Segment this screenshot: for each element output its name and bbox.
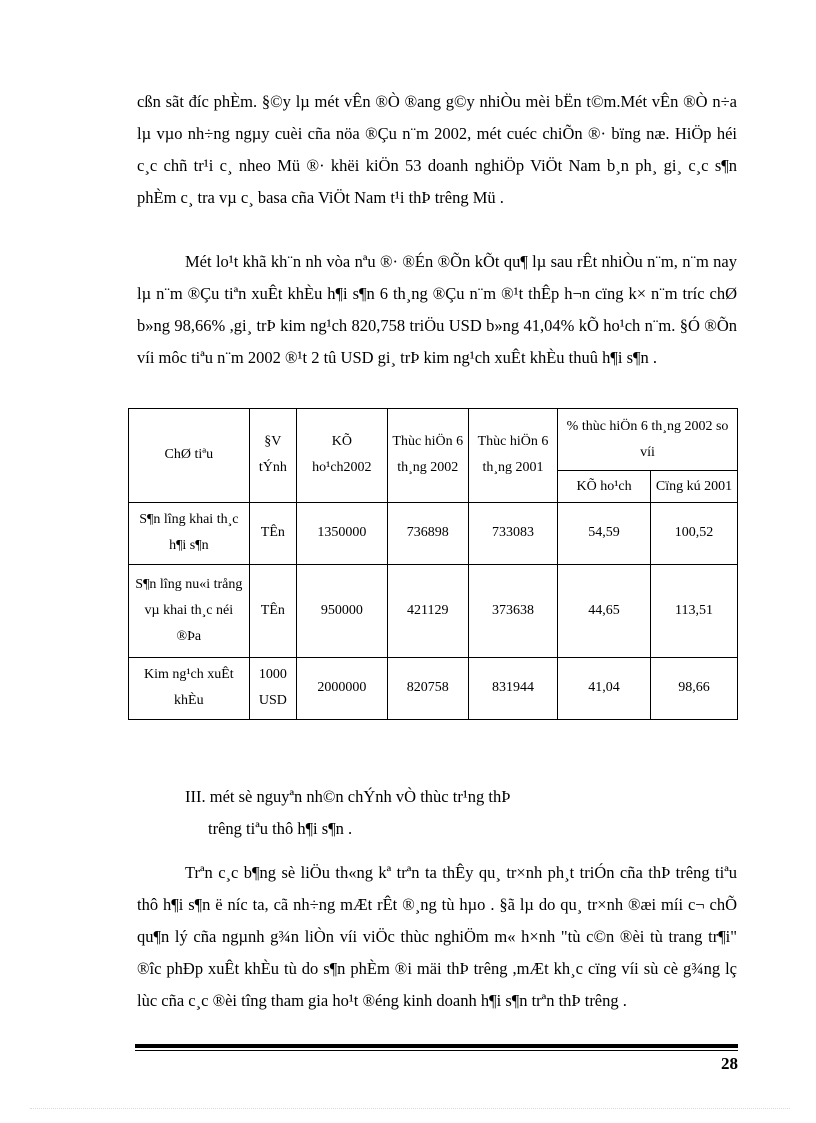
cell-vs-prev: 100,52 (651, 502, 738, 564)
cell-vs-prev: 113,51 (651, 565, 738, 658)
cell-unit: 1000 USD (249, 657, 296, 719)
cell-plan: 2000000 (297, 657, 388, 719)
cell-h2001: 373638 (468, 565, 557, 658)
cell-h2002: 820758 (387, 657, 468, 719)
cell-h2001: 831944 (468, 657, 557, 719)
table-row (129, 502, 738, 564)
page-number: 28 (721, 1054, 738, 1073)
table-row (129, 657, 738, 719)
footer-rule-thin (135, 1050, 738, 1051)
header-ke-hoach: KÕ ho¹ch2002 (297, 409, 388, 503)
cell-h2001: 733083 (468, 502, 557, 564)
cell-name: S¶n lîng khai th¸c h¶i s¶n (129, 502, 250, 564)
cell-name: Kim ng¹ch xuÊt khÈu (129, 657, 250, 719)
cell-vs-plan: 41,04 (558, 657, 651, 719)
seafood-stats-table (128, 408, 738, 720)
header-thuc-hien-2001: Thùc hiÖn 6 th¸ng 2001 (468, 409, 557, 503)
table-row (129, 565, 738, 658)
cell-unit: TÊn (249, 565, 296, 658)
footer-rule-thick (135, 1044, 738, 1048)
header-vs-plan: KÕ ho¹ch (558, 471, 651, 503)
cell-unit: TÊn (249, 502, 296, 564)
paragraph-export-results: Mét lo¹t khã kh¨n nh vòa nªu ®· ®Én ®Õn kÕt qu¶ lµ sau rÊt nhiÒu n¨m, n¨m nay lµ n¨m ®Çu tiªn xuÊt khÈu h¶i s¶n 6 th¸ng ®Çu n¨m ®¹t thÊp h¬n cïng k× n¨m tríc chØ b»ng 98,66% ,gi¸ trÞ kim ng¹ch 820,758 triÖu USD b»ng 41,04% kÕ ho¹ch n¨m. §Ó ®Õn víi môc tiªu n¨m 2002 ®¹t 2 tû USD gi¸ trÞ kim ng¹ch xuÊt khÈu thuû h¶i s¶n . (137, 252, 737, 367)
cell-vs-prev: 98,66 (651, 657, 738, 719)
page-bottom-dotted-line (30, 1108, 790, 1109)
header-vs-prev-year: Cïng kú 2001 (651, 471, 738, 503)
cell-name: S¶n lîng nu«i trång vµ khai th¸c néi ®Þa (129, 565, 250, 658)
header-percent-group: % thùc hiÖn 6 th¸ng 2002 so víi (558, 409, 738, 471)
header-dvt: §V tÝnh (249, 409, 296, 503)
table-header-row (129, 409, 738, 471)
section-heading-continued: trêng tiªu thô h¶i s¶n . (208, 819, 353, 838)
cell-plan: 1350000 (297, 502, 388, 564)
section-heading: III. mét sè nguyªn nh©n chÝnh vÒ thùc tr¹ng thÞ (185, 787, 511, 806)
header-thuc-hien-2002: Thùc hiÖn 6 th¸ng 2002 (387, 409, 468, 503)
cell-vs-plan: 44,65 (558, 565, 651, 658)
cell-plan: 950000 (297, 565, 388, 658)
paragraph-market-development: Trªn c¸c b¶ng sè liÖu th«ng kª trªn ta thÊy qu¸ tr×nh ph¸t triÓn cña thÞ trêng tiªu thô h¶i s¶n ë níc ta, cã nh÷ng mÆt rÊt ®¸ng tù hµo . §ã lµ do qu¸ tr×nh ®æi míi c¬ chÕ qu¶n lý cña ngµnh g¾n liÒn víi viÖc thùc nghiÖm m« h×nh "tù c©n ®èi tù trang tr¶i" ®îc phÐp xuÊt khÈu tù do s¶n phÈm ®i mäi thÞ trêng ,mÆt kh¸c cïng víi sù cè g¾ng lç lùc cña c¸c ®èi tîng tham gia ho¹t ®éng kinh doanh h¶i s¶n trªn thÞ trêng . (137, 863, 737, 1010)
paragraph-continuation: cßn sãt đíc phÈm. §©y lµ mét vÊn ®Ò ®ang g©y nhiÒu mèi bËn t©m.Mét vÊn ®Ò n÷a lµ vµo nh÷ng ngµy cuèi cña nöa ®Çu n¨m 2002, mét cuéc chiÕn ®· bïng næ. HiÖp héi c¸c chñ tr¹i c¸ nheo Mü ®· khëi kiÖn 53 doanh nghiÖp ViÖt Nam b¸n ph¸ gi¸ c¸c s¶n phÈm c¸ tra vµ c¸ basa cña ViÖt Nam t¹i thÞ trêng Mü . (137, 92, 737, 207)
cell-h2002: 421129 (387, 565, 468, 658)
cell-vs-plan: 54,59 (558, 502, 651, 564)
header-chi-tieu: ChØ tiªu (129, 409, 250, 503)
cell-h2002: 736898 (387, 502, 468, 564)
